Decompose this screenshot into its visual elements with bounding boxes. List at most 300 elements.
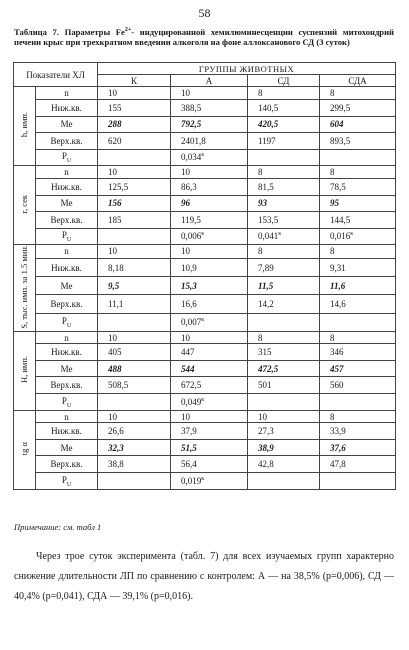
cell-value-wrap	[320, 182, 395, 192]
table-cell	[171, 258, 248, 277]
table-row	[14, 132, 396, 149]
table-body	[14, 87, 396, 490]
cell-value: 792,5	[181, 119, 202, 129]
cell-value: 10	[108, 166, 118, 177]
table-row	[14, 423, 396, 440]
row-label	[36, 331, 98, 344]
cell-value-wrap	[248, 380, 319, 390]
cell-value-wrap	[171, 317, 247, 327]
cell-value-wrap	[171, 281, 247, 291]
row-label	[36, 410, 98, 423]
table-cell	[171, 116, 248, 132]
cell-value: 544	[181, 363, 195, 374]
table-cell	[320, 456, 396, 473]
cell-value-wrap	[171, 198, 247, 208]
table-row	[14, 99, 396, 116]
cell-value: 10	[181, 87, 191, 98]
block-label-text: h, имп.	[19, 112, 29, 138]
page-number: 58	[198, 6, 211, 20]
table-cell	[248, 116, 320, 132]
cell-value: 156	[108, 198, 122, 208]
cell-value: 8,18	[108, 262, 124, 273]
cell-value-wrap	[248, 459, 319, 469]
table-row	[14, 178, 396, 195]
table-cell	[248, 440, 320, 456]
table-cell	[248, 361, 320, 377]
cell-value-wrap	[171, 380, 247, 390]
table-row	[14, 440, 396, 456]
row-label	[36, 473, 98, 490]
row-label-text: Ниж.кв.	[51, 262, 82, 273]
cell-value: 8	[330, 166, 335, 177]
cell-value-wrap	[98, 299, 170, 309]
cell-value: 8	[330, 87, 335, 98]
cell-value-wrap	[320, 347, 395, 357]
table-cell	[171, 377, 248, 394]
row-label-subscript: U	[66, 157, 72, 164]
table-cell	[248, 344, 320, 361]
cell-value: 488	[108, 363, 122, 374]
cell-value-wrap	[248, 215, 319, 225]
cell-value: 9,31	[330, 262, 346, 273]
table-cell	[248, 166, 320, 179]
row-label	[36, 87, 98, 100]
cell-value: 0,034	[181, 152, 202, 163]
row-label	[36, 394, 98, 411]
table-cell	[320, 132, 396, 149]
column-header: А	[171, 75, 248, 87]
cell-value-wrap	[248, 167, 319, 177]
table-row	[14, 211, 396, 228]
cell-value: 10	[108, 87, 118, 98]
row-label-text: Ме	[60, 198, 73, 208]
cell-value: 288	[108, 119, 122, 129]
cell-value: 15,3	[181, 280, 197, 291]
cell-value: 560	[330, 380, 344, 391]
table-cell	[98, 331, 171, 344]
table-cell	[248, 410, 320, 423]
cell-value: 185	[108, 214, 122, 225]
cell-value-wrap	[98, 459, 170, 469]
cell-value-wrap	[98, 198, 170, 208]
cell-value-wrap	[171, 136, 247, 146]
cell-value-wrap	[248, 246, 319, 256]
row-label	[36, 211, 98, 228]
cell-value: 38,9	[258, 442, 274, 453]
row-label	[36, 178, 98, 195]
cell-value-wrap	[320, 167, 395, 177]
cell-value-wrap	[248, 103, 319, 113]
cell-value: 893,5	[330, 135, 351, 146]
row-label-text: Ниж.кв.	[51, 426, 82, 437]
cell-value-wrap	[320, 215, 395, 225]
cell-value-wrap	[171, 119, 247, 129]
cell-value-wrap	[98, 263, 170, 273]
table-cell	[171, 473, 248, 490]
row-label-text: n	[64, 87, 69, 98]
cell-value: 140,5	[258, 102, 279, 113]
table-cell	[320, 473, 396, 490]
table-cell	[98, 258, 171, 277]
cell-superscript: к	[201, 231, 205, 238]
cell-value: 155	[108, 102, 122, 113]
cell-value-wrap	[171, 246, 247, 256]
cell-value: 8	[330, 332, 335, 343]
cell-value: 346	[330, 347, 344, 358]
cell-value-wrap	[171, 299, 247, 309]
table-cell	[320, 361, 396, 377]
table-cell	[320, 149, 396, 166]
table-row	[14, 277, 396, 295]
cell-value-wrap	[320, 231, 395, 241]
cell-value: 0,019	[181, 476, 202, 487]
cell-value-wrap	[320, 459, 395, 469]
cell-value-wrap	[320, 426, 395, 436]
column-header: СДА	[320, 75, 396, 87]
cell-value: 8	[330, 411, 335, 422]
row-label-subscript: U	[66, 402, 72, 409]
indicators-header: Показатели ХЛ	[14, 63, 98, 87]
cell-value: 33,9	[330, 426, 346, 437]
cell-value: 37,6	[330, 442, 346, 453]
table-row	[14, 410, 396, 423]
table-cell	[320, 394, 396, 411]
table-cell	[98, 440, 171, 456]
table-row	[14, 456, 396, 473]
cell-value-wrap	[98, 88, 170, 98]
groups-header: ГРУППЫ ЖИВОТНЫХ	[98, 63, 396, 75]
table-row	[14, 87, 396, 100]
table-row	[14, 228, 396, 245]
cell-value: 56,4	[181, 459, 197, 470]
table-cell	[171, 294, 248, 313]
cell-value-wrap	[98, 167, 170, 177]
cell-value-wrap	[171, 443, 247, 453]
row-label	[36, 166, 98, 179]
cell-value-wrap	[98, 136, 170, 146]
cell-value: 508,5	[108, 380, 129, 391]
caption-text-start: Таблица 7. Параметры Fe	[14, 26, 125, 37]
table-cell	[98, 211, 171, 228]
cell-value: 0,006	[181, 231, 202, 242]
cell-value: 10	[108, 411, 118, 422]
table-row	[14, 166, 396, 179]
row-label	[36, 258, 98, 277]
table-row	[14, 245, 396, 259]
cell-value: 472,5	[258, 363, 279, 374]
cell-superscript: к	[278, 231, 282, 238]
cell-value-wrap	[171, 231, 247, 241]
table-cell	[171, 228, 248, 245]
cell-value: 26,6	[108, 426, 124, 437]
table-note: Примечание: см. табл 1	[14, 522, 102, 532]
cell-value: 10	[181, 166, 191, 177]
table-row	[14, 149, 396, 166]
table-cell	[320, 277, 396, 295]
cell-value: 0,049	[181, 397, 202, 408]
table-row	[14, 473, 396, 490]
table-cell	[320, 377, 396, 394]
cell-value-wrap	[98, 443, 170, 453]
block-label-text: tg α	[19, 442, 29, 456]
cell-value: 95	[330, 198, 340, 208]
cell-value-wrap	[320, 263, 395, 273]
table-cell	[248, 423, 320, 440]
table-cell	[320, 423, 396, 440]
table-cell	[98, 149, 171, 166]
cell-value: 42,8	[258, 459, 274, 470]
table-row	[14, 331, 396, 344]
table-cell	[98, 195, 171, 211]
cell-value-wrap	[248, 281, 319, 291]
table-cell	[98, 294, 171, 313]
table-cell	[171, 456, 248, 473]
table-cell	[98, 313, 171, 331]
cell-value-wrap	[320, 281, 395, 291]
row-label-text: Верх.кв.	[50, 214, 83, 225]
row-label	[36, 423, 98, 440]
cell-value-wrap	[320, 412, 395, 422]
table-cell	[248, 258, 320, 277]
cell-superscript: к	[350, 231, 354, 238]
table-cell	[171, 149, 248, 166]
cell-value-wrap	[248, 198, 319, 208]
row-label-text: P	[61, 315, 67, 326]
cell-value-wrap	[320, 299, 395, 309]
cell-value-wrap	[248, 231, 319, 241]
cell-value: 78,5	[330, 181, 346, 192]
row-label-subscript: U	[66, 322, 72, 329]
table-row	[14, 394, 396, 411]
table-cell	[248, 277, 320, 295]
table-cell	[98, 132, 171, 149]
row-label	[36, 149, 98, 166]
table-cell	[320, 99, 396, 116]
cell-value: 38,8	[108, 459, 124, 470]
row-label-subscript: U	[66, 481, 72, 488]
cell-value-wrap	[320, 364, 395, 374]
table-cell	[171, 423, 248, 440]
table-cell	[171, 313, 248, 331]
cell-value: 51,5	[181, 442, 197, 453]
body-paragraph: Через трое суток эксперимента (табл. 7) для всех изучаемых групп характерно снижение длительности ЛП по сравнению с контролем: А — на 38,5% (p=0,006), СД — 40,4% (p=0,041), СДА — 39,1% (p=0,016).	[14, 551, 394, 602]
row-label	[36, 440, 98, 456]
table-cell	[98, 116, 171, 132]
table-cell	[320, 313, 396, 331]
row-label	[36, 377, 98, 394]
cell-value: 10	[108, 332, 118, 343]
cell-value-wrap	[248, 182, 319, 192]
table-cell	[98, 410, 171, 423]
table-cell	[171, 361, 248, 377]
table-cell	[320, 228, 396, 245]
cell-value: 9,5	[108, 280, 120, 291]
table-cell	[98, 394, 171, 411]
cell-value-wrap	[171, 103, 247, 113]
row-label-text: Ме	[60, 280, 73, 291]
cell-value: 604	[330, 119, 344, 129]
table-cell	[98, 166, 171, 179]
table-cell	[248, 456, 320, 473]
cell-value-wrap	[98, 412, 170, 422]
cell-value: 7,89	[258, 262, 274, 273]
cell-value: 96	[181, 198, 191, 208]
row-label-text: Ме	[60, 442, 73, 453]
cell-value-wrap	[171, 412, 247, 422]
table-cell	[171, 440, 248, 456]
cell-value: 0,041	[258, 231, 279, 242]
cell-value-wrap	[98, 364, 170, 374]
table-row	[14, 294, 396, 313]
cell-value: 8	[330, 246, 335, 257]
cell-value: 10	[258, 411, 268, 422]
row-label-text: n	[64, 411, 69, 422]
cell-value: 10	[181, 246, 191, 257]
block-label-text: S, тыс. имп. за 1.5 мин.	[19, 245, 29, 329]
cell-value: 672,5	[181, 380, 202, 391]
cell-value-wrap	[171, 397, 247, 407]
row-label	[36, 277, 98, 295]
table-cell	[320, 245, 396, 259]
cell-value-wrap	[171, 426, 247, 436]
table-cell	[248, 394, 320, 411]
cell-value: 93	[258, 198, 268, 208]
table-row	[14, 377, 396, 394]
block-label	[14, 87, 36, 166]
cell-value-wrap	[248, 443, 319, 453]
table-cell	[248, 294, 320, 313]
cell-value-wrap	[248, 263, 319, 273]
table-cell	[171, 132, 248, 149]
cell-value: 47,8	[330, 459, 346, 470]
row-label-text: Верх.кв.	[50, 380, 83, 391]
row-label	[36, 245, 98, 259]
row-label	[36, 228, 98, 245]
row-label-text: P	[61, 229, 67, 240]
row-label-text: n	[64, 166, 69, 177]
cell-value: 125,5	[108, 181, 129, 192]
table-caption	[14, 25, 394, 48]
block-label	[14, 331, 36, 410]
cell-value: 10	[181, 332, 191, 343]
table-cell	[171, 87, 248, 100]
cell-value-wrap	[98, 246, 170, 256]
row-label-text: Ниж.кв.	[51, 347, 82, 358]
cell-value-wrap	[98, 281, 170, 291]
table-cell	[248, 211, 320, 228]
column-header: СД	[248, 75, 320, 87]
row-label-text: Ме	[60, 363, 73, 374]
cell-value: 32,3	[108, 442, 124, 453]
table-cell	[98, 87, 171, 100]
cell-value-wrap	[320, 333, 395, 343]
table-cell	[248, 132, 320, 149]
row-label-text: n	[64, 332, 69, 343]
cell-value: 405	[108, 347, 122, 358]
row-label	[36, 195, 98, 211]
table-cell	[248, 228, 320, 245]
cell-value: 10	[181, 411, 191, 422]
cell-value-wrap	[320, 119, 395, 129]
row-label	[36, 132, 98, 149]
cell-value: 299,5	[330, 102, 351, 113]
row-label-subscript: U	[66, 236, 72, 243]
table-cell	[320, 410, 396, 423]
table-cell	[171, 211, 248, 228]
cell-value-wrap	[171, 152, 247, 162]
cell-value-wrap	[98, 333, 170, 343]
cell-superscript: к	[201, 397, 205, 404]
table-cell	[320, 178, 396, 195]
row-label-text: P	[61, 474, 67, 485]
table-cell	[248, 377, 320, 394]
cell-value-wrap	[171, 88, 247, 98]
table-cell	[248, 178, 320, 195]
block-label-text: Н, имп.	[19, 356, 29, 384]
cell-value: 86,3	[181, 181, 197, 192]
table-cell	[320, 195, 396, 211]
table-cell	[248, 99, 320, 116]
cell-superscript: к	[201, 476, 205, 483]
row-label-text: Ме	[60, 119, 73, 129]
table-row	[14, 195, 396, 211]
cell-value: 457	[330, 363, 344, 374]
table-cell	[98, 228, 171, 245]
table-cell	[98, 99, 171, 116]
table-cell	[248, 473, 320, 490]
row-label-text: Ниж.кв.	[51, 181, 82, 192]
row-label	[36, 313, 98, 331]
table-cell	[320, 211, 396, 228]
cell-value-wrap	[98, 426, 170, 436]
cell-value-wrap	[320, 103, 395, 113]
cell-value-wrap	[248, 136, 319, 146]
table-cell	[98, 178, 171, 195]
cell-value: 27,3	[258, 426, 274, 437]
cell-value: 1197	[258, 135, 276, 146]
cell-value-wrap	[320, 136, 395, 146]
table-cell	[98, 377, 171, 394]
table-cell	[320, 116, 396, 132]
cell-value-wrap	[248, 299, 319, 309]
data-table	[13, 62, 396, 490]
cell-value: 144,5	[330, 214, 351, 225]
cell-value: 10,9	[181, 262, 197, 273]
row-label	[36, 99, 98, 116]
cell-value: 14,2	[258, 298, 274, 309]
row-label-text: P	[61, 150, 67, 161]
cell-value: 447	[181, 347, 195, 358]
cell-superscript: к	[201, 152, 205, 159]
table-cell	[248, 149, 320, 166]
cell-value: 119,5	[181, 214, 201, 225]
row-label-text: Верх.кв.	[50, 459, 83, 470]
table-cell	[171, 99, 248, 116]
row-label-text: Верх.кв.	[50, 298, 83, 309]
table-cell	[320, 440, 396, 456]
block-label	[14, 245, 36, 332]
cell-value: 11,5	[258, 280, 274, 291]
table-cell	[320, 344, 396, 361]
cell-value: 14,6	[330, 298, 346, 309]
cell-value: 153,5	[258, 214, 279, 225]
cell-value: 420,5	[258, 119, 279, 129]
cell-value-wrap	[248, 412, 319, 422]
table-cell	[98, 277, 171, 295]
cell-value-wrap	[320, 198, 395, 208]
cell-value-wrap	[98, 347, 170, 357]
cell-value-wrap	[171, 263, 247, 273]
